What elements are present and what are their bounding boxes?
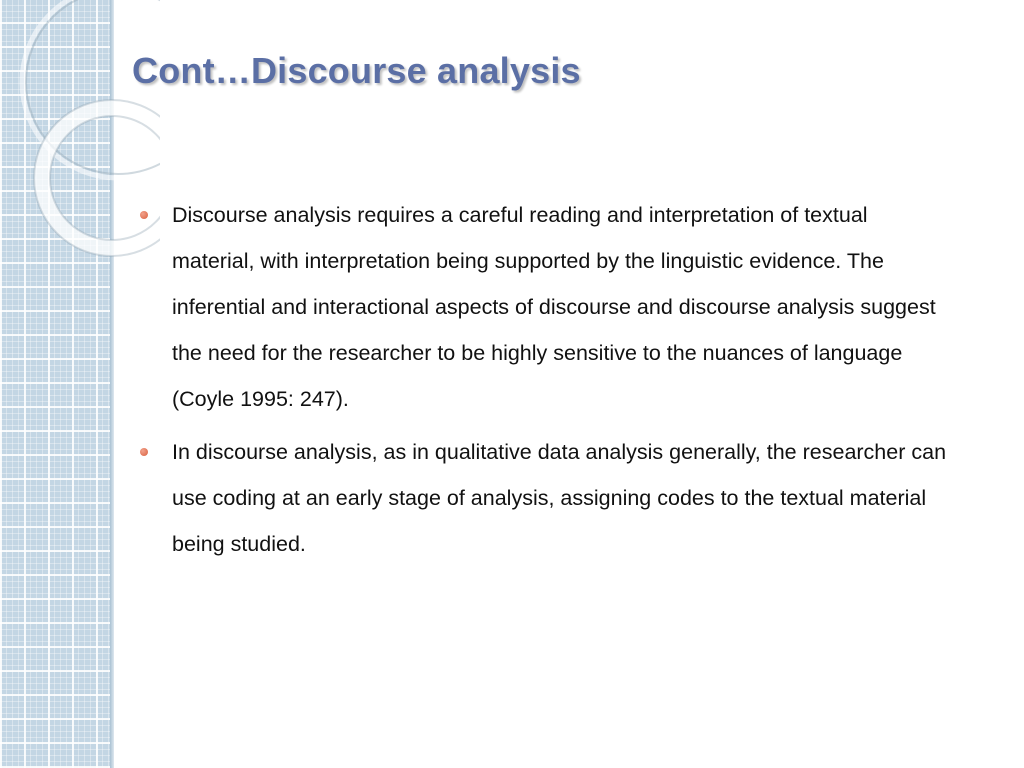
band-edge-divider <box>110 0 114 768</box>
bullet-dot-icon <box>140 211 148 219</box>
bullet-item <box>140 192 950 422</box>
slide-title: Cont…Discourse analysis <box>132 50 581 91</box>
bullet-dot-icon <box>140 448 148 456</box>
bullet-item <box>140 429 950 567</box>
decorative-grid-band <box>0 0 113 768</box>
bullet-text: In discourse analysis, as in qualitative data analysis generally, the researcher can use coding at an early stage of analysis, assigning codes to the textual material being studied. <box>172 440 947 556</box>
bullet-list <box>140 192 950 574</box>
bullet-text: Discourse analysis requires a careful reading and interpretation of textual material, with interpretation being supported by the linguistic evidence. The inferential and interactional aspects of discourse and discourse analysis suggest the need for the researcher to be highly sensitive to the nuances of language (Coyle 1995: 247). <box>172 203 936 411</box>
